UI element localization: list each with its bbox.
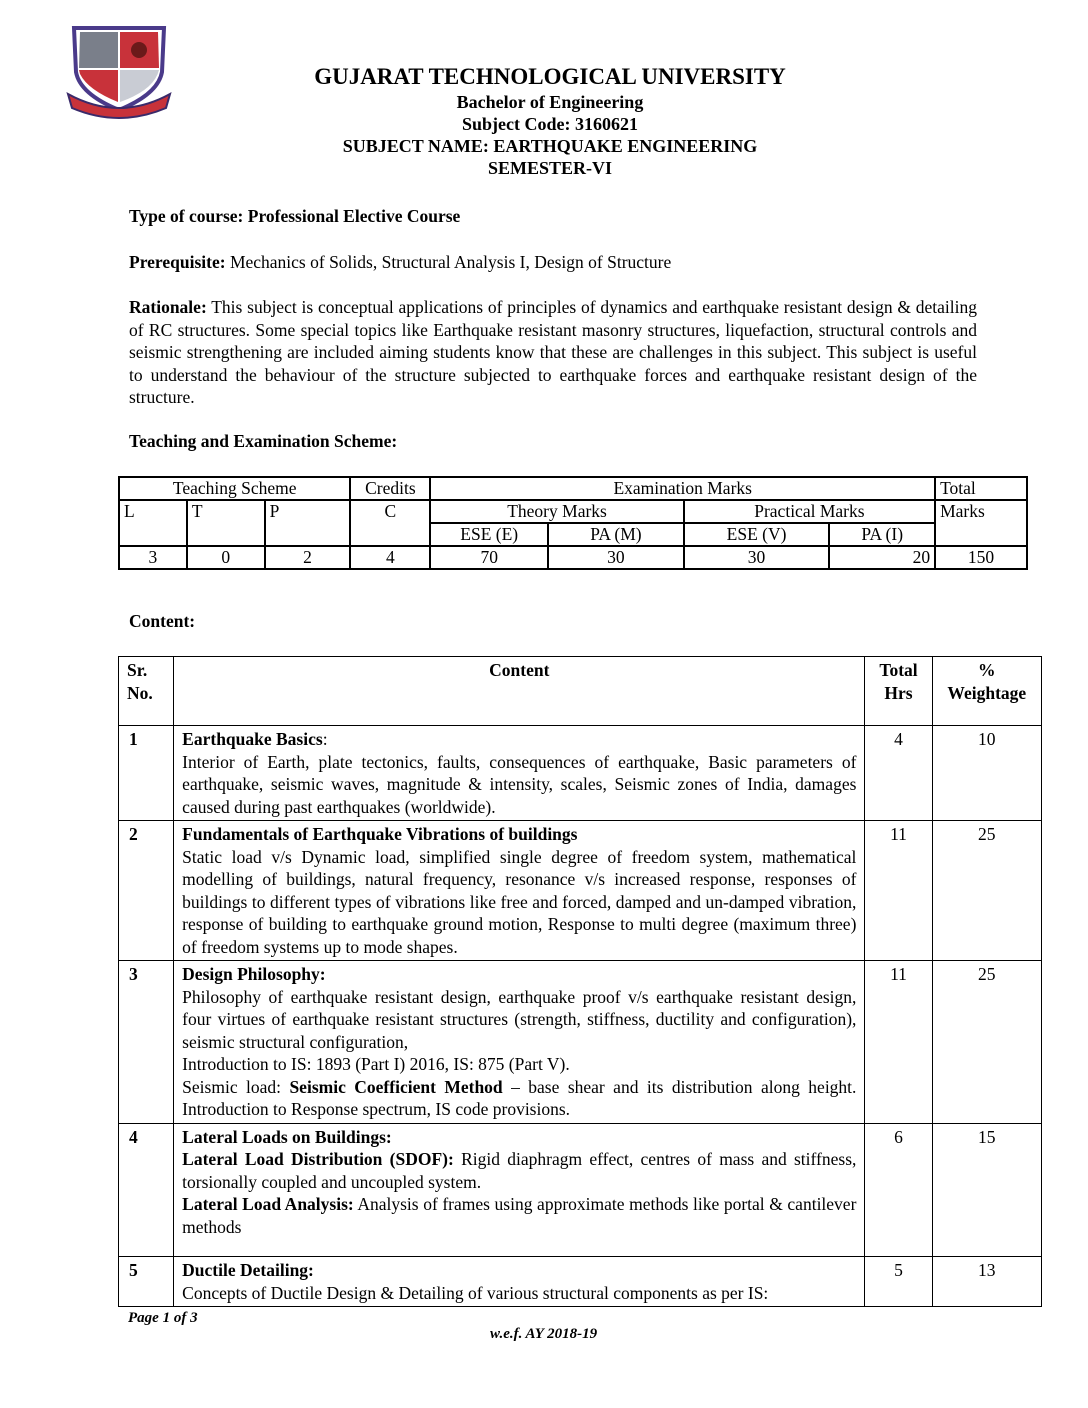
row-title: Design Philosophy:	[182, 964, 326, 984]
c-header: C	[350, 500, 430, 546]
row-body: Analysis of frames using approximate methods like portal & cantilever methods	[182, 1194, 857, 1237]
row-subtitle: Lateral Load Distribution (SDOF):	[182, 1149, 454, 1169]
row-title: Lateral Loads on Buildings:	[182, 1126, 392, 1147]
course-type: Type of course: Professional Elective Course	[129, 206, 461, 226]
pa-m-value: 30	[548, 546, 684, 569]
content-table	[118, 656, 1042, 1307]
row-sr: 1	[119, 726, 174, 821]
row-body: Seismic load:	[182, 1076, 290, 1097]
row-body: Introduction to IS: 1893 (Part I) 2016, IS: 875 (Part V).	[182, 1054, 570, 1074]
row-weight: 25	[932, 961, 1041, 1124]
rationale-value: This subject is conceptual applications of principles of dynamics and earthquake resistant design & detailing of RC structures. Some special topics like Earthquake resistant masonry structures, liquefaction, structural controls and seismic strengthening are included aiming students know that these are challenges in this subject. This subject is useful to understand the behaviour of the structure subjected to earthquake forces and earthquake resistant design of the structure.	[129, 297, 977, 407]
c-value: 4	[350, 546, 430, 569]
row-body: Philosophy of earthquake resistant design, earthquake proof v/s earthquake resistant design, four virtues of earthquake resistant structures (strength, stiffness, ductility and configuration), seismic structural configuration,	[182, 986, 857, 1052]
content-header-row	[119, 657, 1042, 726]
row-title: Earthquake Basics	[182, 729, 323, 749]
total-value: 150	[935, 546, 1027, 569]
effective-year: w.e.f. AY 2018-19	[490, 1326, 598, 1342]
ese-v-header: ESE (V)	[684, 523, 830, 546]
theory-marks-header: Theory Marks	[430, 500, 683, 523]
row-hrs: 11	[865, 821, 932, 961]
document-header	[250, 63, 850, 179]
exam-marks-header: Examination Marks	[430, 477, 935, 500]
row-body: Rigid diaphragm effect, centres of mass and stiffness, torsionally coupled and uncoupled system.	[182, 1149, 857, 1192]
table-row	[119, 726, 1042, 821]
row-sr: 2	[119, 821, 174, 961]
university-name: GUJARAT TECHNOLOGICAL UNIVERSITY	[314, 64, 786, 89]
pa-i-header: PA (I)	[829, 523, 935, 546]
hrs-header: Total Hrs	[865, 657, 932, 726]
table-row	[119, 961, 1042, 1124]
row-body: Concepts of Ductile Design & Detailing of various structural components as per IS:	[182, 1282, 769, 1303]
page-number: Page 1 of 3	[128, 1310, 198, 1326]
semester: SEMESTER-VI	[487, 158, 613, 178]
t-header: T	[187, 500, 265, 546]
weightage-header: % Weightage	[932, 657, 1041, 726]
degree: Bachelor of Engineering	[456, 92, 644, 112]
content-heading: Content:	[129, 611, 196, 631]
row-content	[174, 1123, 865, 1257]
subject-code: Subject Code: 3160621	[462, 114, 638, 134]
prerequisite	[129, 251, 977, 274]
ese-v-value: 30	[684, 546, 830, 569]
prerequisite-value: Mechanics of Solids, Structural Analysis I, Design of Structure	[225, 252, 672, 272]
total-header: Total	[935, 477, 1027, 500]
row-content	[174, 961, 865, 1124]
pa-i-value: 20	[829, 546, 935, 569]
table-row	[119, 1257, 1042, 1307]
row-weight: 15	[932, 1123, 1041, 1257]
row-weight: 13	[932, 1257, 1041, 1307]
row-title-suffix: :	[322, 729, 328, 749]
row-content	[174, 821, 865, 961]
table-row	[119, 821, 1042, 961]
row-content	[174, 726, 865, 821]
p-value: 2	[265, 546, 351, 569]
row-body: Static load v/s Dynamic load, simplified single degree of freedom system, mathematical modelling of buildings, natural frequency, resonance v/s increased response, responses of buildings to different types of vibrations like free and forced, damped and un-damped vibration, response of building to earthquake ground motion, Response to multi degree (maximum three) of freedom systems up to mode shapes.	[182, 846, 857, 957]
row-weight: 10	[932, 726, 1041, 821]
row-body: Interior of Earth, plate tectonics, faults, consequences of earthquake, Basic parameters of earthquake, seismic waves, magnitude & intensity, scales, Seismic zones of India, damages caused during past earthquakes (worldwide).	[182, 751, 857, 817]
row-bold-term: Seismic Coefficient Method	[289, 1076, 503, 1097]
row-hrs: 11	[865, 961, 932, 1124]
gtu-logo	[66, 22, 172, 122]
row-sr: 5	[119, 1257, 174, 1307]
row-body: – base shear and its distribution along height. Introduction to Response spectrum, IS code provisions.	[182, 1076, 857, 1119]
rationale-label: Rationale:	[129, 297, 207, 317]
rationale	[129, 296, 977, 409]
row-hrs: 6	[865, 1123, 932, 1257]
p-header: P	[265, 500, 351, 546]
table-row	[119, 1123, 1042, 1257]
l-header: L	[119, 500, 187, 546]
teaching-exam-scheme-table	[118, 476, 1028, 570]
row-subtitle: Lateral Load Analysis:	[182, 1194, 354, 1214]
row-title: Fundamentals of Earthquake Vibrations of buildings	[182, 824, 578, 844]
total-marks-header: Marks	[935, 500, 1027, 546]
pa-m-header: PA (M)	[548, 523, 684, 546]
ese-e-header: ESE (E)	[430, 523, 548, 546]
scheme-values-row	[119, 546, 1027, 569]
sr-header: Sr. No.	[119, 657, 174, 726]
practical-marks-header: Practical Marks	[684, 500, 935, 523]
teaching-scheme-header: Teaching Scheme	[119, 477, 350, 500]
row-sr: 3	[119, 961, 174, 1124]
row-hrs: 4	[865, 726, 932, 821]
row-weight: 25	[932, 821, 1041, 961]
prerequisite-label: Prerequisite:	[129, 252, 226, 272]
scheme-heading: Teaching and Examination Scheme:	[129, 431, 398, 451]
t-value: 0	[187, 546, 265, 569]
credits-header: Credits	[350, 477, 430, 500]
row-sr: 4	[119, 1123, 174, 1257]
row-title: Ductile Detailing:	[182, 1260, 314, 1280]
row-hrs: 5	[865, 1257, 932, 1307]
row-content	[174, 1257, 865, 1307]
ese-e-value: 70	[430, 546, 548, 569]
l-value: 3	[119, 546, 187, 569]
content-header: Content	[174, 657, 865, 726]
subject-name: SUBJECT NAME: EARTHQUAKE ENGINEERING	[342, 136, 758, 156]
